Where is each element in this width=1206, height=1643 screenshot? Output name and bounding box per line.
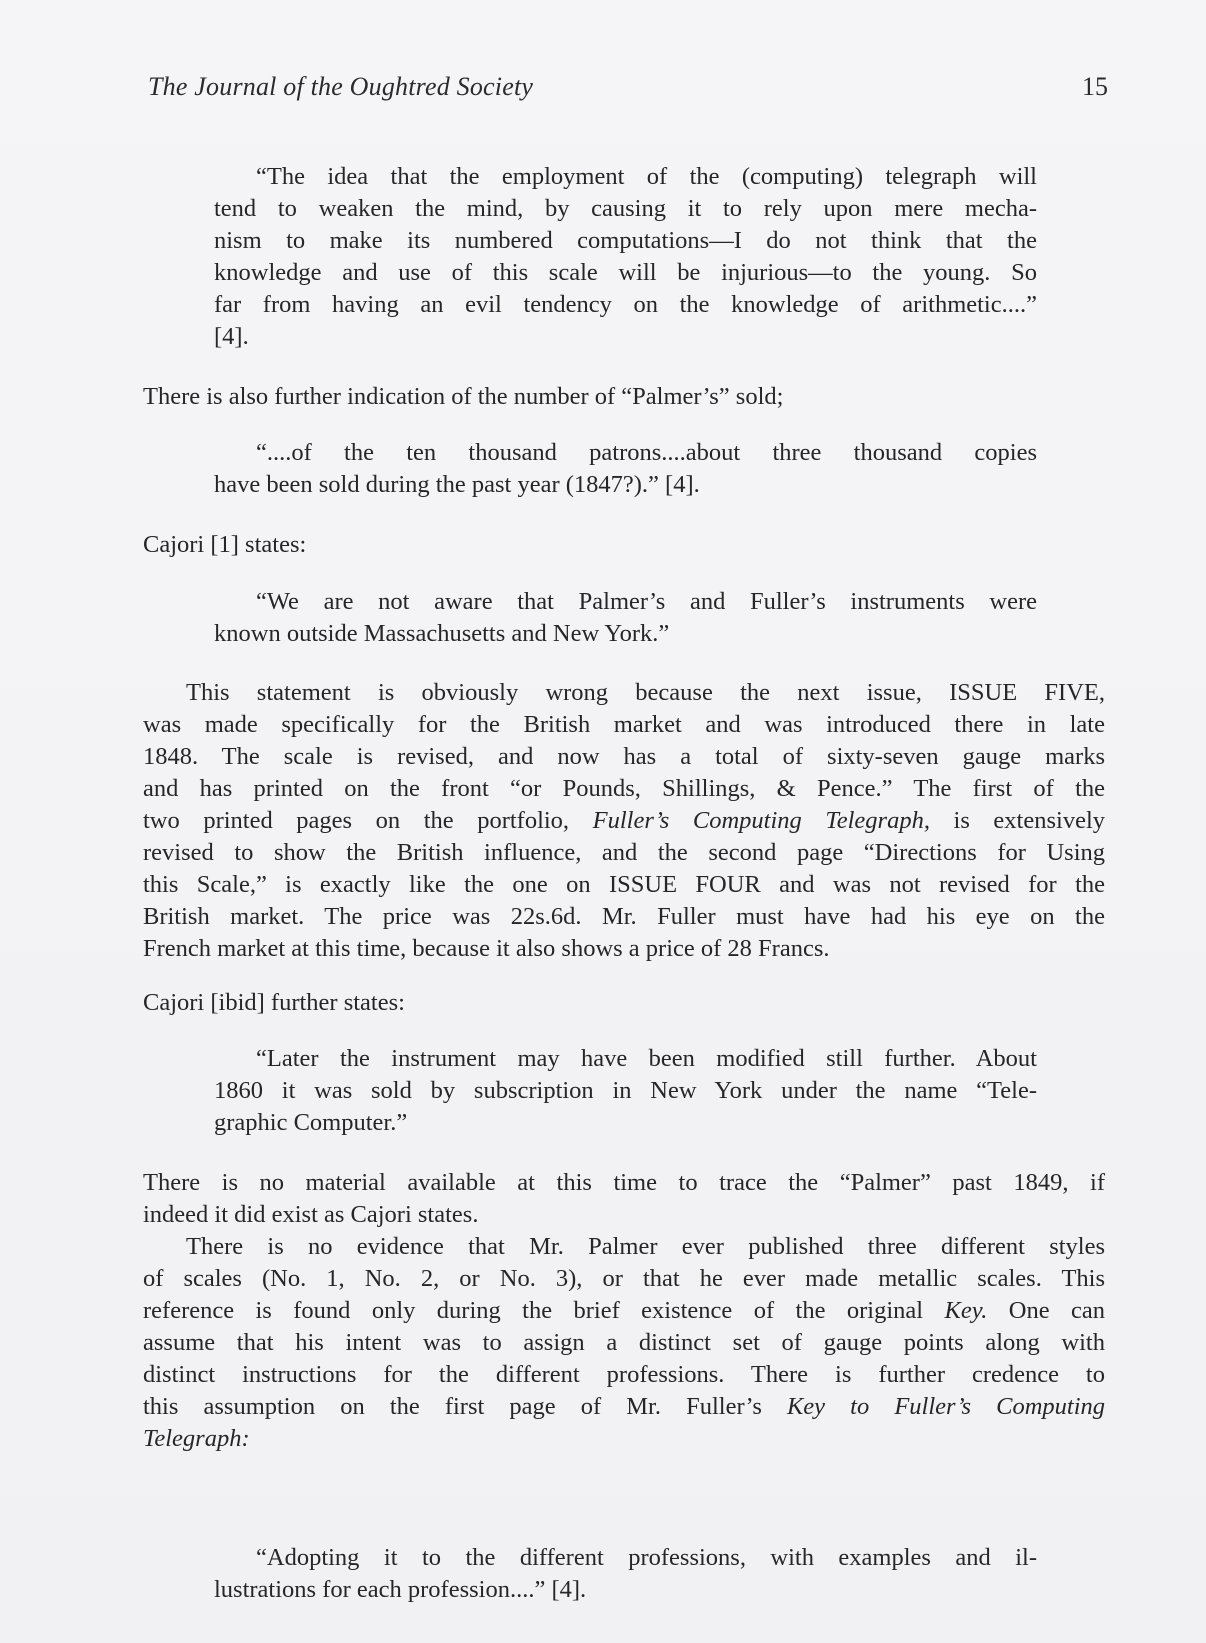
quote-line: graphic Computer.” (214, 1109, 408, 1136)
body-line: British market. The price was 22s.6d. Mr. Fuller must have had his eye on the (143, 903, 1105, 930)
text-run: is extensively (929, 807, 1106, 834)
body-line: assume that his intent was to assign a distinct set of gauge points along with (143, 1329, 1105, 1356)
body-line: French market at this time, because it also shows a price of 28 Francs. (143, 935, 830, 962)
quote-line: “We are not aware that Palmer’s and Fuller’s instruments were (256, 588, 1037, 615)
quote-line: tend to weaken the mind, by causing it to rely upon mere mecha- (214, 195, 1037, 222)
quote-line: [4]. (214, 323, 249, 350)
body-line: of scales (No. 1, No. 2, or No. 3), or that he ever made metallic scales. This (143, 1265, 1105, 1292)
quote-line: knowledge and use of this scale will be injurious—to the young. So (214, 259, 1037, 286)
body-line: and has printed on the front “or Pounds, Shillings, & Pence.” The first of the (143, 775, 1105, 802)
quote-line: have been sold during the past year (1847?).” [4]. (214, 471, 700, 498)
body-line (143, 1295, 1105, 1327)
body-line (143, 1423, 1105, 1455)
quote-line: 1860 it was sold by subscription in New York under the name “Tele- (214, 1077, 1037, 1104)
body-line: There is no evidence that Mr. Palmer ever published three different styles (186, 1233, 1105, 1260)
text-run: reference is found only during the brief existence of the original (143, 1297, 945, 1324)
body-line (143, 1391, 1105, 1423)
body-line: was made specifically for the British market and was introduced there in late (143, 711, 1105, 738)
italic-title: Key to Fuller’s Computing (786, 1393, 1105, 1420)
body-line: Cajori [ibid] further states: (143, 989, 405, 1016)
text-run: two printed pages on the portfolio, (143, 807, 593, 834)
body-line: distinct instructions for the different professions. There is further credence to (143, 1361, 1105, 1388)
quote-line: lustrations for each profession....” [4]. (214, 1576, 587, 1603)
body-line: This statement is obviously wrong because the next issue, ISSUE FIVE, (186, 679, 1105, 706)
body-line: Cajori [1] states: (143, 531, 307, 558)
italic-title: Telegraph: (143, 1425, 250, 1452)
body-line: There is no material available at this time to trace the “Palmer” past 1849, if (143, 1169, 1105, 1196)
quote-line: “Later the instrument may have been modified still further. About (256, 1045, 1037, 1072)
body-line: indeed it did exist as Cajori states. (143, 1201, 479, 1228)
quote-line: “The idea that the employment of the (computing) telegraph will (256, 163, 1037, 190)
page-number: 15 (1082, 72, 1108, 101)
quote-line: “Adopting it to the different professions, with examples and il- (256, 1544, 1037, 1571)
body-line: this Scale,” is exactly like the one on ISSUE FOUR and was not revised for the (143, 871, 1105, 898)
body-line: There is also further indication of the number of “Palmer’s” sold; (143, 383, 784, 410)
quote-line: nism to make its numbered computations—I do not think that the (214, 227, 1037, 254)
quote-line: known outside Massachusetts and New York.” (214, 620, 670, 647)
text-run: One can (987, 1297, 1105, 1324)
journal-title: The Journal of the Oughtred Society (148, 72, 534, 101)
body-line (143, 805, 1105, 837)
quote-line: “....of the ten thousand patrons....about three thousand copies (256, 439, 1037, 466)
quote-line: far from having an evil tendency on the knowledge of arithmetic....” (214, 291, 1037, 318)
italic-title: Key. (944, 1297, 988, 1324)
italic-title: Fuller’s Computing Telegraph, (592, 807, 930, 834)
body-line: revised to show the British influence, and the second page “Directions for Using (143, 839, 1105, 866)
text-run: this assumption on the first page of Mr. Fuller’s (143, 1393, 787, 1420)
body-line: 1848. The scale is revised, and now has a total of sixty-seven gauge marks (143, 743, 1105, 770)
